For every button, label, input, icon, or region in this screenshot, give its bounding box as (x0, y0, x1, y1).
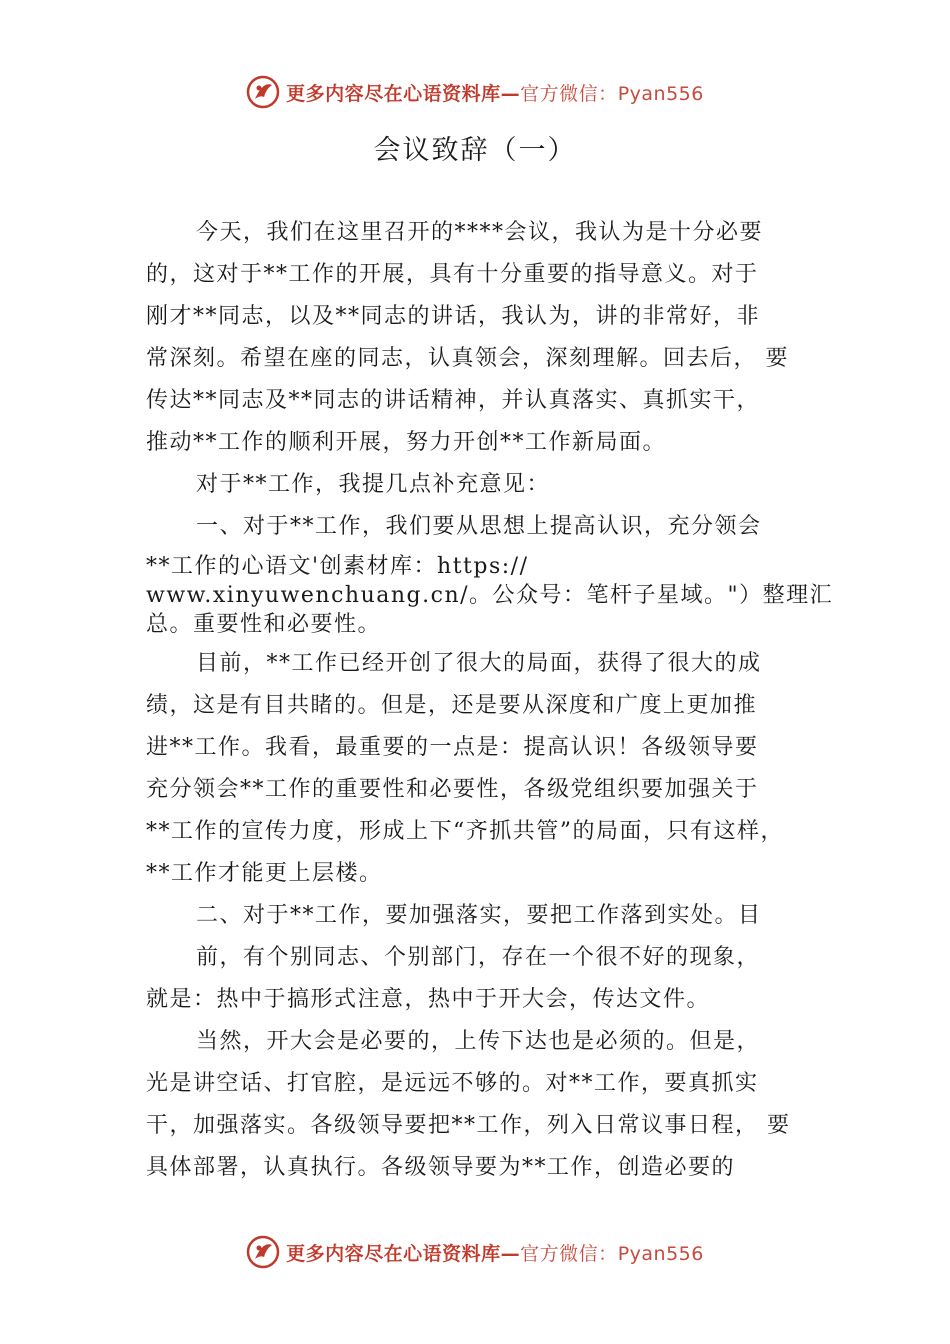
body-line: 当然，开大会是必要的，上传下达也是必须的。但是， (196, 1029, 761, 1054)
banner-main-text: 更多内容尽在心语资料库— (286, 82, 521, 105)
banner-text (286, 1239, 704, 1266)
logo-icon (246, 1235, 280, 1269)
body-line: 总。重要性和必要性。 (146, 612, 382, 637)
body-line: www.xinyuwenchuang.cn/。公众号：笔杆子星域。"）整理汇 (146, 583, 834, 608)
body-line: 对于**工作，我提几点补充意见： (196, 472, 551, 497)
body-line: 一、对于**工作，我们要从思想上提高认识，充分领会 (196, 514, 762, 539)
body-line: 传达**同志及**同志的讲话精神，并认真落实、真抓实干， (146, 388, 761, 413)
body-line: 推动**工作的顺利开展，努力开创**工作新局面。 (146, 430, 667, 455)
banner-wechat-id: Pyan556 (617, 82, 704, 105)
body-line: **工作的宣传力度，形成上下“齐抓共管”的局面，只有这样， (146, 819, 784, 844)
body-line: 绩，这是有目共睹的。但是，还是要从深度和广度上更加推 (146, 693, 758, 718)
banner-main-text: 更多内容尽在心语资料库— (286, 1242, 521, 1265)
body-line: **工作才能更上层楼。 (146, 861, 383, 886)
body-line: 具体部署，认真执行。各级领导要为**工作，创造必要的 (146, 1155, 736, 1180)
header-banner (0, 72, 950, 112)
banner-official-text: 官方微信： (520, 82, 618, 105)
body-line: 就是：热中于搞形式注意，热中于开大会，传达文件。 (146, 987, 711, 1012)
body-line: 充分领会**工作的重要性和必要性，各级党组织要加强关于 (146, 777, 759, 802)
body-line: 前，有个别同志、个别部门，存在一个很不好的现象， (196, 945, 761, 970)
footer-banner (0, 1232, 950, 1272)
banner-wechat-id: Pyan556 (617, 1242, 704, 1265)
logo-icon (246, 75, 280, 109)
body-line: 进**工作。我看，最重要的一点是：提高认识！各级领导要 (146, 735, 759, 760)
document-title: 会议致辞（一） (373, 135, 577, 166)
body-line: 目前，**工作已经开创了很大的局面，获得了很大的成 (196, 651, 762, 676)
document-body (146, 212, 834, 1189)
body-line: **工作的心语文'创素材库：https:// (146, 554, 529, 579)
body-line: 刚才**同志，以及**同志的讲话，我认为，讲的非常好，非 (146, 304, 761, 329)
body-line: 光是讲空话、打官腔，是远远不够的。对**工作，要真抓实 (146, 1071, 759, 1096)
body-line: 常深刻。希望在座的同志，认真领会，深刻理解。回去后， 要 (146, 346, 789, 371)
body-line: 今天，我们在这里召开的****会议，我认为是十分必要 (196, 220, 764, 245)
body-line: 二、对于**工作，要加强落实，要把工作落到实处。目 (196, 903, 762, 928)
banner-text (286, 79, 704, 106)
body-line: 干，加强落实。各级领导要把**工作，列入日常议事日程， 要 (146, 1113, 791, 1138)
banner-official-text: 官方微信： (520, 1242, 618, 1265)
body-line: 的，这对于**工作的开展，具有十分重要的指导意义。对于 (146, 262, 759, 287)
